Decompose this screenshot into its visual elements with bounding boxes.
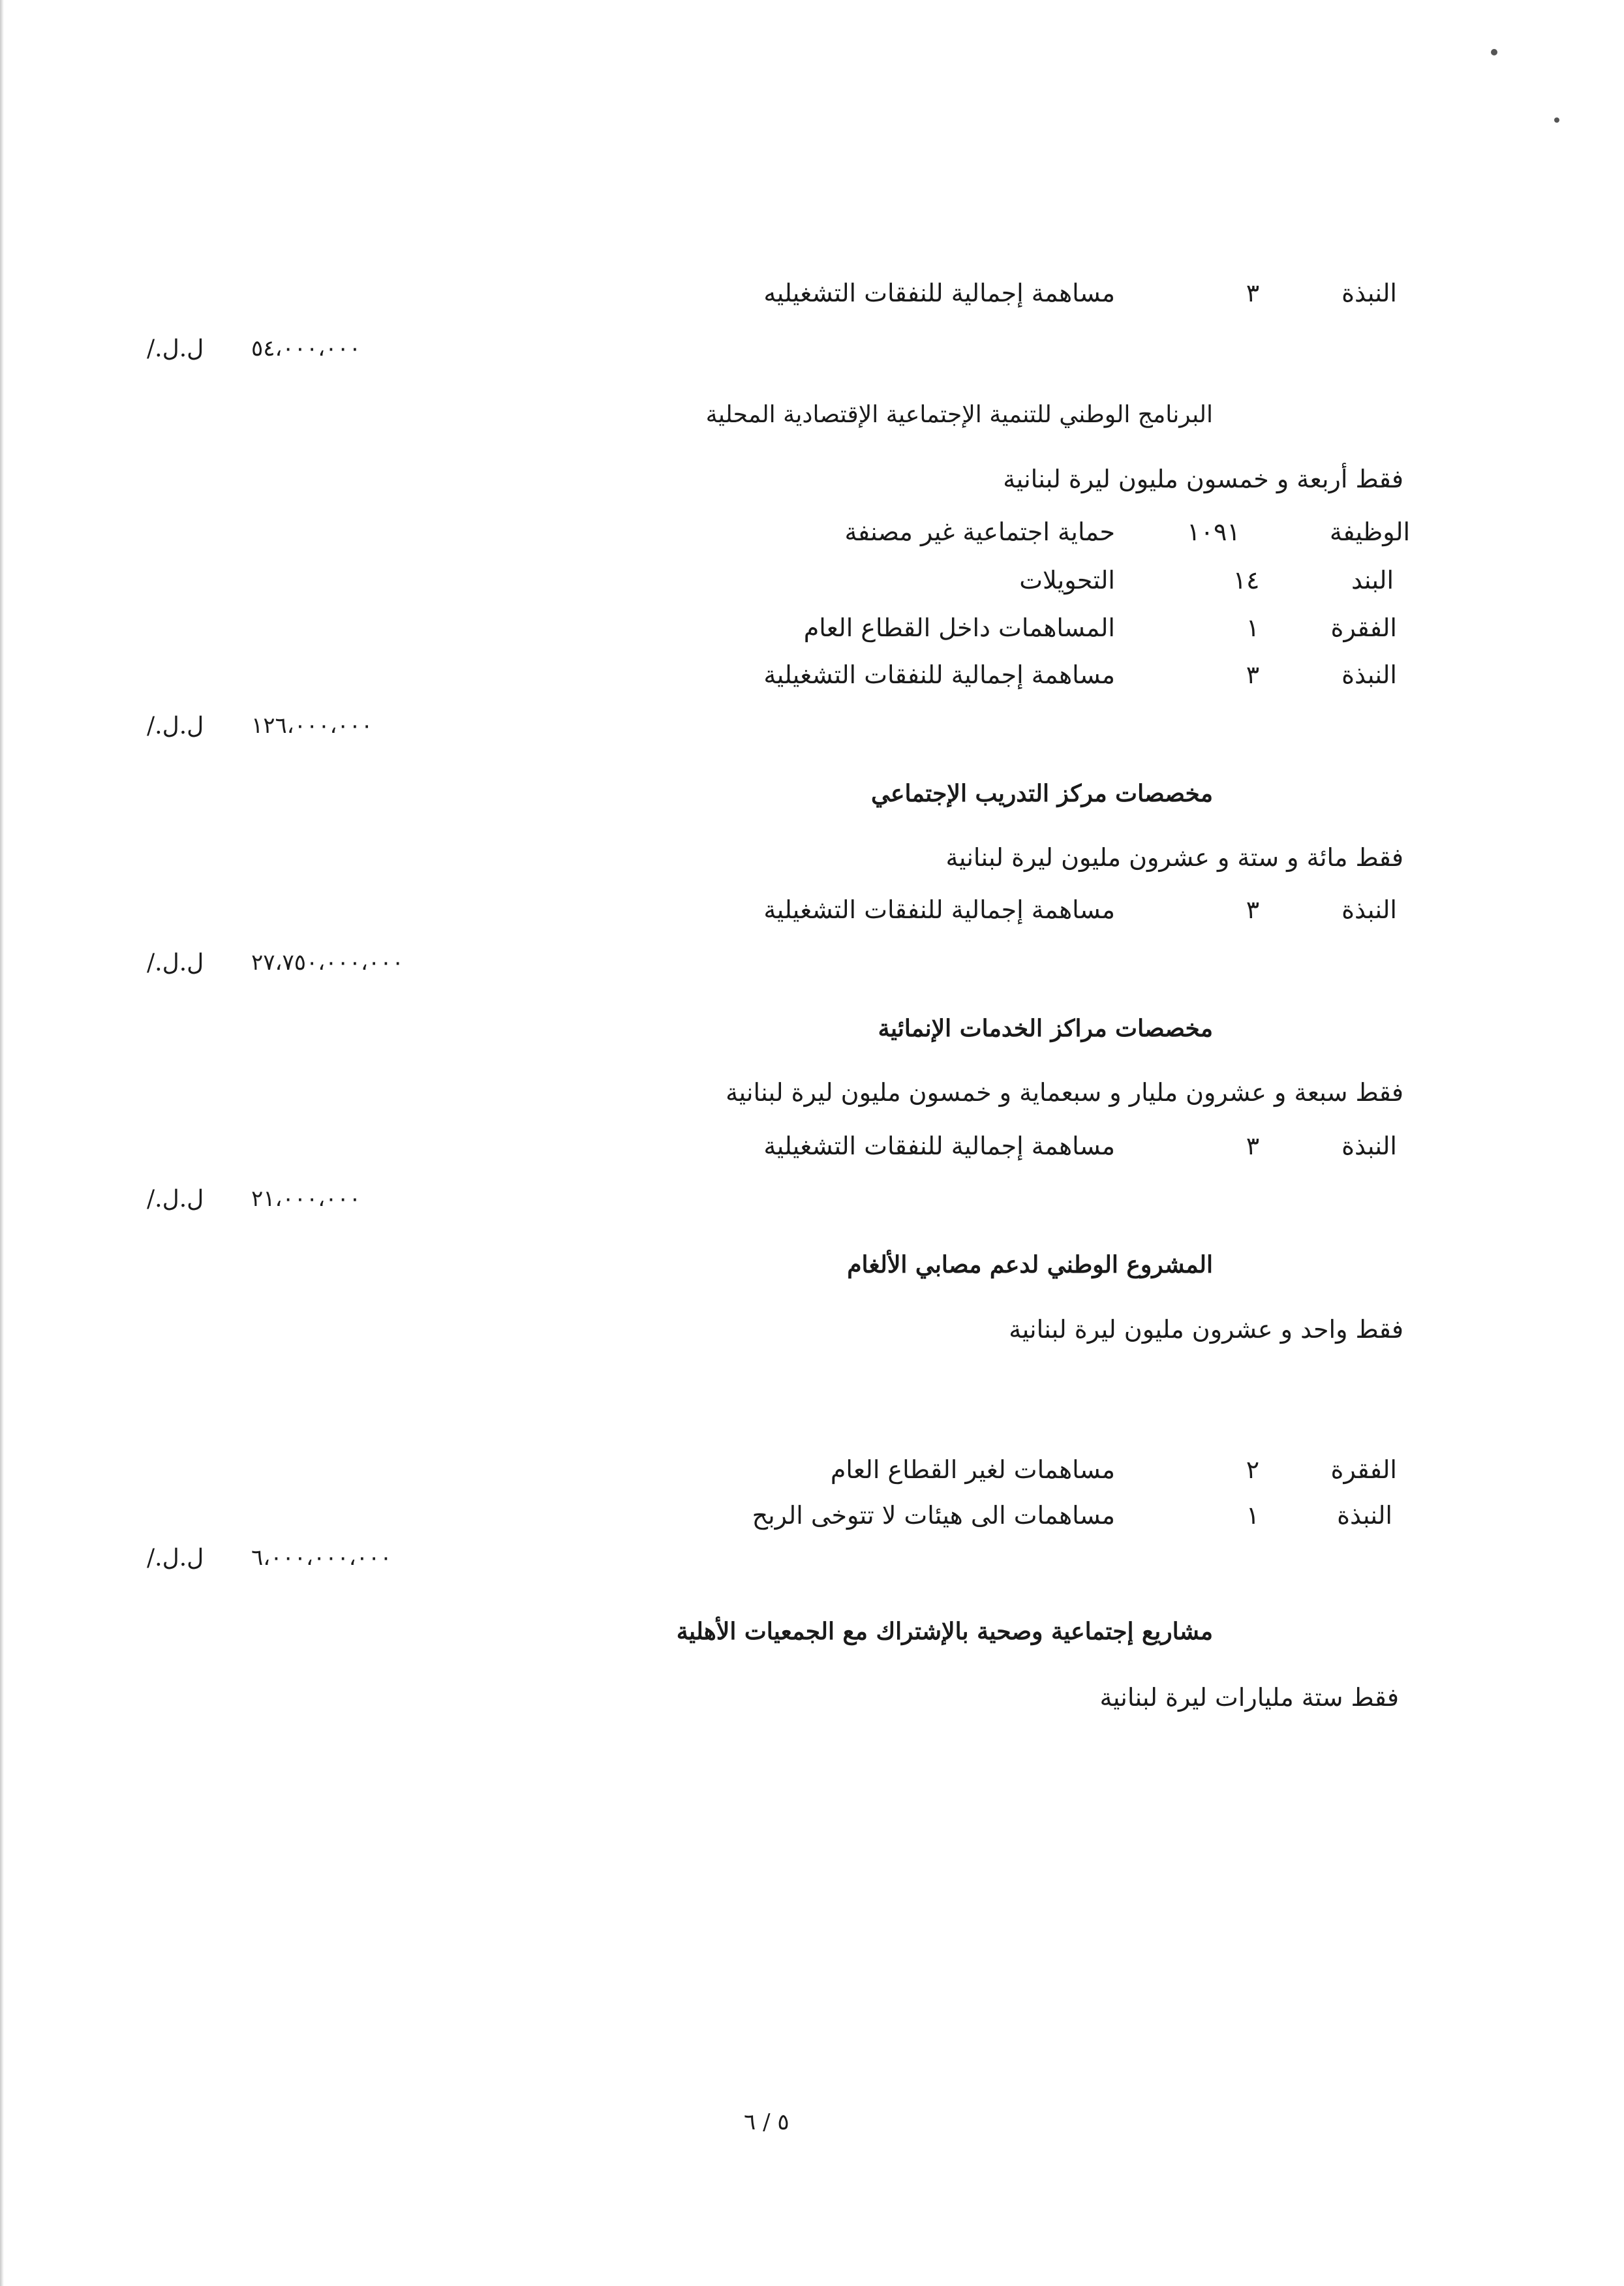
line-label: النبذة — [1341, 1132, 1397, 1160]
line-label: النبذة — [1341, 660, 1397, 689]
line-number: ٣ — [1246, 660, 1260, 689]
amount: ١٢٦،٠٠٠،٠٠٠ — [251, 713, 373, 739]
amount-in-words: فقط أربعة و خمسون مليون ليرة لبنانية — [1003, 465, 1403, 493]
amount-in-words: فقط ستة مليارات ليرة لبنانية — [1099, 1683, 1399, 1712]
line-description: مساهمات الى هيئات لا تتوخى الربح — [752, 1501, 1115, 1530]
line-description: التحويلات — [1019, 566, 1115, 595]
line-label: النبذة — [1341, 895, 1397, 924]
line-label: النبذة — [1341, 279, 1397, 307]
line-number: ٣ — [1246, 1132, 1260, 1160]
line-label: الفقرة — [1330, 613, 1397, 642]
section-heading: مخصصات مراكز الخدمات الإنمائية — [878, 1015, 1213, 1042]
line-number: ١٤ — [1233, 566, 1260, 595]
section-heading: مخصصات مركز التدريب الإجتماعي — [871, 780, 1213, 807]
scan-speck — [1554, 117, 1559, 123]
amount: ٥٤،٠٠٠،٠٠٠ — [251, 335, 361, 362]
line-label: البند — [1351, 566, 1394, 595]
line-number: ٣ — [1246, 895, 1260, 924]
line-number: ٢ — [1246, 1455, 1260, 1484]
line-description: حماية اجتماعية غير مصنفة — [844, 517, 1115, 546]
amount-in-words: فقط سبعة و عشرون مليار و سبعماية و خمسون مليون ليرة لبنانية — [726, 1078, 1403, 1107]
currency-label: ل.ل./ — [147, 713, 204, 739]
line-description: المساهمات داخل القطاع العام — [803, 613, 1115, 642]
scan-speck — [1491, 49, 1497, 55]
amount: ٢٧،٧٥٠،٠٠٠،٠٠٠ — [251, 950, 404, 976]
page-number: ٥ / ٦ — [744, 2109, 789, 2135]
line-description: مساهمة إجمالية للنفقات التشغيليه — [763, 279, 1115, 307]
line-description: مساهمة إجمالية للنفقات التشغيلية — [763, 895, 1115, 924]
currency-label: ل.ل./ — [147, 950, 204, 976]
line-number: ١٠٩١ — [1187, 517, 1240, 546]
section-heading: مشاريع إجتماعية وصحية بالإشتراك مع الجمعيات الأهلية — [676, 1618, 1213, 1645]
line-number: ٣ — [1246, 279, 1260, 307]
scan-edge — [0, 0, 4, 2286]
line-description: مساهمة إجمالية للنفقات التشغيلية — [763, 1132, 1115, 1160]
currency-label: ل.ل./ — [147, 335, 204, 362]
amount-in-words: فقط واحد و عشرون مليون ليرة لبنانية — [1009, 1315, 1403, 1344]
line-number: ١ — [1246, 1501, 1260, 1530]
line-label: النبذة — [1337, 1501, 1392, 1530]
section-heading: البرنامج الوطني للتنمية الإجتماعية الإقتصادية المحلية — [705, 401, 1213, 428]
line-description: مساهمة إجمالية للنفقات التشغيلية — [763, 660, 1115, 689]
line-description: مساهمات لغير القطاع العام — [830, 1455, 1115, 1484]
amount-in-words: فقط مائة و ستة و عشرون مليون ليرة لبنانية — [945, 843, 1403, 872]
line-number: ١ — [1246, 613, 1260, 642]
currency-label: ل.ل./ — [147, 1186, 204, 1213]
line-label: الوظيفة — [1329, 517, 1410, 546]
line-label: الفقرة — [1330, 1455, 1397, 1484]
section-heading: المشروع الوطني لدعم مصابي الألغام — [847, 1251, 1213, 1278]
amount: ٦،٠٠٠،٠٠٠،٠٠٠ — [251, 1545, 392, 1571]
amount: ٢١،٠٠٠،٠٠٠ — [251, 1186, 361, 1212]
currency-label: ل.ل./ — [147, 1545, 204, 1571]
